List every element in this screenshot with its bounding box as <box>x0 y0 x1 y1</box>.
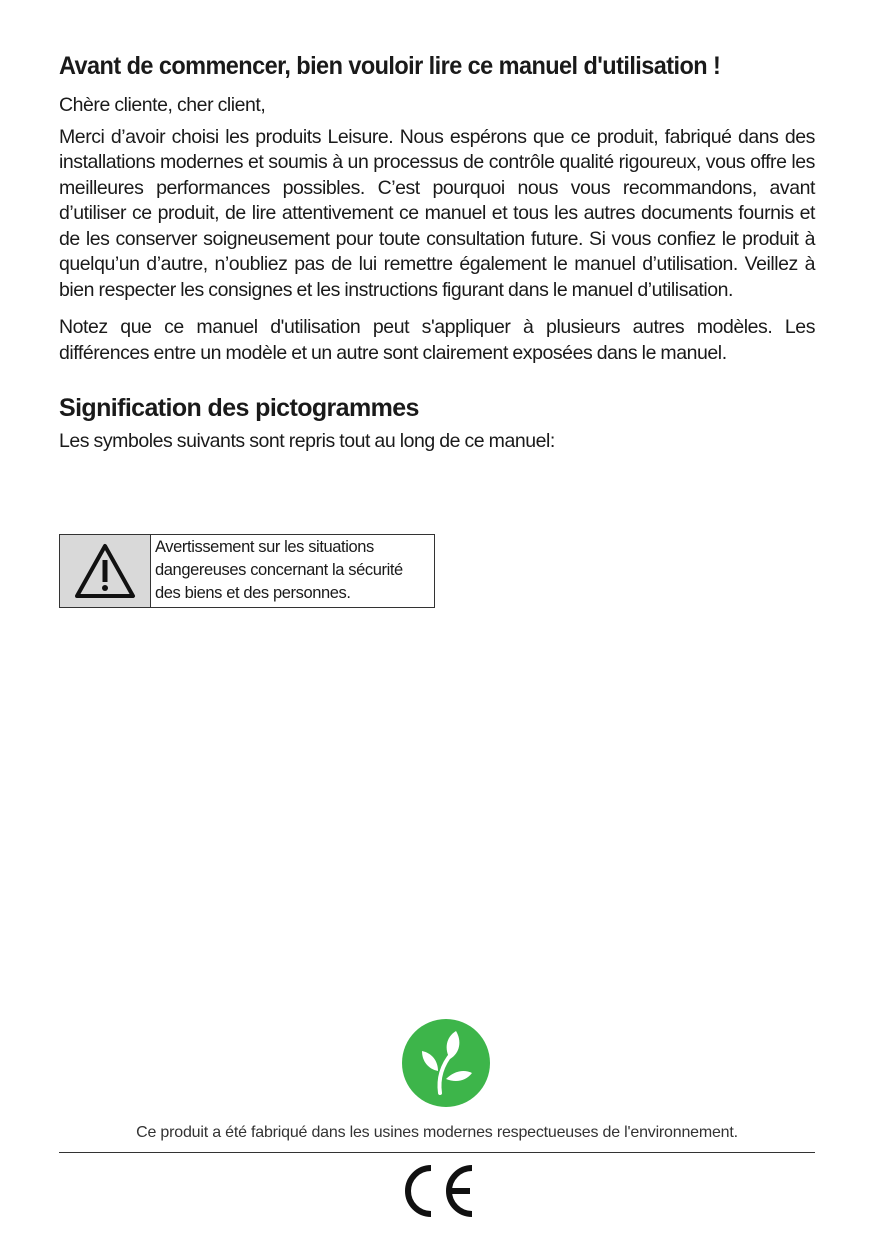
eco-caption: Ce produit a été fabriqué dans les usines modernes respectueuses de l'environnement. <box>136 1124 738 1141</box>
greeting: Chère cliente, cher client, <box>59 94 266 116</box>
legend-icon-cell <box>60 535 151 607</box>
warning-triangle-icon <box>73 542 137 600</box>
legend-description <box>151 535 403 607</box>
section-heading-pictograms: Signification des pictogrammes <box>59 394 419 422</box>
page-title: Avant de commencer, bien vouloir lire ce manuel d'utilisation ! <box>59 52 721 80</box>
legend-line: dangereuses concernant la sécurité <box>155 561 403 579</box>
legend-line: Avertissement sur les situations <box>155 538 374 556</box>
ce-mark-icon <box>398 1162 476 1220</box>
pictogram-legend-table <box>59 534 435 608</box>
legend-line: des biens et des personnes. <box>155 584 351 602</box>
leaf-icon <box>402 1019 490 1107</box>
pictograms-description: Les symboles suivants sont repris tout au long de ce manuel: <box>59 430 555 452</box>
intro-paragraph: Merci d’avoir choisi les produits Leisure. Nous espérons que ce produit, fabriqué dans des installations modernes et soumis à un processus de contrôle qualité rigoureux, vous offre les meilleures performances possibles. C’est pourquoi nous vous recommandons, avant d’utiliser ce produit, de lire attentivement ce manuel et tous les autres documents fournis et de les conserver soigneusement pour toute consultation future. Si vous confiez le produit à quelqu’un d’autre, n’oubliez pas de lui remettre également le manuel d’utilisation. Veillez à bien respecter les consignes et les instructions figurant dans le manuel d’utilisation. <box>59 125 815 301</box>
document-body <box>59 52 815 467</box>
divider <box>59 1152 815 1153</box>
models-note-paragraph: Notez que ce manuel d'utilisation peut s'appliquer à plusieurs autres modèles. Les différences entre un modèle et un autre sont clairement exposées dans le manuel. <box>59 316 815 364</box>
